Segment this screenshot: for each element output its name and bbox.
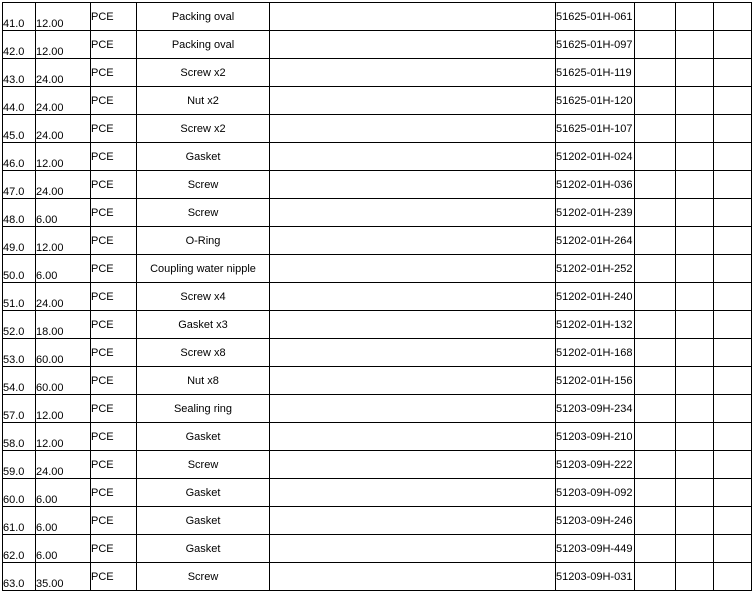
blank-cell xyxy=(270,31,556,59)
item-number: 63.0 xyxy=(3,563,36,591)
unit: PCE xyxy=(91,283,137,311)
part-number: 51203-09H-210 xyxy=(556,423,635,451)
part-number: 51203-09H-092 xyxy=(556,479,635,507)
part-number: 51202-01H-036 xyxy=(556,171,635,199)
item-number: 46.0 xyxy=(3,143,36,171)
description: Screw x4 xyxy=(137,283,270,311)
unit: PCE xyxy=(91,115,137,143)
blank-cell xyxy=(270,3,556,31)
unit: PCE xyxy=(91,535,137,563)
table-row xyxy=(3,199,752,227)
description: Screw xyxy=(137,451,270,479)
blank-cell xyxy=(635,451,676,479)
table-row xyxy=(3,87,752,115)
item-number: 41.0 xyxy=(3,3,36,31)
blank-cell xyxy=(270,507,556,535)
table-row xyxy=(3,535,752,563)
blank-cell xyxy=(635,563,676,591)
part-number: 51202-01H-156 xyxy=(556,367,635,395)
quantity: 12.00 xyxy=(36,395,91,423)
part-number: 51203-09H-222 xyxy=(556,451,635,479)
unit: PCE xyxy=(91,171,137,199)
blank-cell xyxy=(676,199,714,227)
item-number: 58.0 xyxy=(3,423,36,451)
blank-cell xyxy=(270,339,556,367)
item-number: 61.0 xyxy=(3,507,36,535)
description: Packing oval xyxy=(137,3,270,31)
quantity: 12.00 xyxy=(36,3,91,31)
unit: PCE xyxy=(91,199,137,227)
unit: PCE xyxy=(91,3,137,31)
blank-cell xyxy=(270,143,556,171)
description: Nut x8 xyxy=(137,367,270,395)
item-number: 47.0 xyxy=(3,171,36,199)
quantity: 60.00 xyxy=(36,367,91,395)
unit: PCE xyxy=(91,451,137,479)
blank-cell xyxy=(714,451,752,479)
description: Sealing ring xyxy=(137,395,270,423)
blank-cell xyxy=(635,311,676,339)
table-row xyxy=(3,339,752,367)
blank-cell xyxy=(714,507,752,535)
blank-cell xyxy=(714,255,752,283)
blank-cell xyxy=(676,311,714,339)
quantity: 24.00 xyxy=(36,171,91,199)
blank-cell xyxy=(714,3,752,31)
part-number: 51202-01H-132 xyxy=(556,311,635,339)
parts-list-body xyxy=(3,3,752,591)
quantity: 12.00 xyxy=(36,31,91,59)
description: Screw x2 xyxy=(137,59,270,87)
description: Gasket xyxy=(137,423,270,451)
quantity: 12.00 xyxy=(36,423,91,451)
part-number: 51202-01H-252 xyxy=(556,255,635,283)
quantity: 24.00 xyxy=(36,59,91,87)
blank-cell xyxy=(635,87,676,115)
blank-cell xyxy=(676,143,714,171)
description: O-Ring xyxy=(137,227,270,255)
blank-cell xyxy=(714,31,752,59)
unit: PCE xyxy=(91,143,137,171)
quantity: 6.00 xyxy=(36,199,91,227)
blank-cell xyxy=(714,563,752,591)
quantity: 12.00 xyxy=(36,143,91,171)
item-number: 43.0 xyxy=(3,59,36,87)
quantity: 18.00 xyxy=(36,311,91,339)
blank-cell xyxy=(270,563,556,591)
blank-cell xyxy=(270,255,556,283)
blank-cell xyxy=(635,255,676,283)
blank-cell xyxy=(676,227,714,255)
blank-cell xyxy=(270,423,556,451)
blank-cell xyxy=(714,115,752,143)
unit: PCE xyxy=(91,507,137,535)
description: Screw xyxy=(137,199,270,227)
unit: PCE xyxy=(91,87,137,115)
quantity: 35.00 xyxy=(36,563,91,591)
blank-cell xyxy=(270,535,556,563)
blank-cell xyxy=(676,339,714,367)
description: Nut x2 xyxy=(137,87,270,115)
item-number: 51.0 xyxy=(3,283,36,311)
item-number: 45.0 xyxy=(3,115,36,143)
blank-cell xyxy=(270,367,556,395)
quantity: 24.00 xyxy=(36,115,91,143)
blank-cell xyxy=(676,115,714,143)
blank-cell xyxy=(270,199,556,227)
unit: PCE xyxy=(91,367,137,395)
item-number: 50.0 xyxy=(3,255,36,283)
item-number: 42.0 xyxy=(3,31,36,59)
part-number: 51202-01H-239 xyxy=(556,199,635,227)
table-row xyxy=(3,311,752,339)
part-number: 51203-09H-234 xyxy=(556,395,635,423)
description: Screw x8 xyxy=(137,339,270,367)
unit: PCE xyxy=(91,255,137,283)
blank-cell xyxy=(270,59,556,87)
part-number: 51625-01H-107 xyxy=(556,115,635,143)
blank-cell xyxy=(676,563,714,591)
description: Gasket xyxy=(137,507,270,535)
blank-cell xyxy=(635,395,676,423)
blank-cell xyxy=(635,171,676,199)
blank-cell xyxy=(676,507,714,535)
blank-cell xyxy=(635,507,676,535)
part-number: 51203-09H-449 xyxy=(556,535,635,563)
quantity: 6.00 xyxy=(36,255,91,283)
part-number: 51625-01H-120 xyxy=(556,87,635,115)
unit: PCE xyxy=(91,563,137,591)
blank-cell xyxy=(714,395,752,423)
blank-cell xyxy=(676,367,714,395)
item-number: 44.0 xyxy=(3,87,36,115)
unit: PCE xyxy=(91,227,137,255)
table-row xyxy=(3,479,752,507)
blank-cell xyxy=(635,143,676,171)
blank-cell xyxy=(676,283,714,311)
blank-cell xyxy=(676,87,714,115)
part-number: 51202-01H-264 xyxy=(556,227,635,255)
part-number: 51625-01H-097 xyxy=(556,31,635,59)
blank-cell xyxy=(676,535,714,563)
blank-cell xyxy=(714,199,752,227)
blank-cell xyxy=(714,283,752,311)
unit: PCE xyxy=(91,423,137,451)
table-row xyxy=(3,507,752,535)
blank-cell xyxy=(270,171,556,199)
blank-cell xyxy=(676,255,714,283)
description: Gasket x3 xyxy=(137,311,270,339)
quantity: 6.00 xyxy=(36,479,91,507)
blank-cell xyxy=(635,283,676,311)
table-row xyxy=(3,31,752,59)
description: Screw x2 xyxy=(137,115,270,143)
part-number: 51202-01H-240 xyxy=(556,283,635,311)
table-row xyxy=(3,3,752,31)
unit: PCE xyxy=(91,339,137,367)
blank-cell xyxy=(635,423,676,451)
blank-cell xyxy=(635,535,676,563)
table-row xyxy=(3,143,752,171)
blank-cell xyxy=(714,479,752,507)
table-row xyxy=(3,451,752,479)
blank-cell xyxy=(635,115,676,143)
description: Screw xyxy=(137,563,270,591)
item-number: 52.0 xyxy=(3,311,36,339)
blank-cell xyxy=(676,395,714,423)
blank-cell xyxy=(676,171,714,199)
blank-cell xyxy=(676,31,714,59)
blank-cell xyxy=(635,339,676,367)
item-number: 54.0 xyxy=(3,367,36,395)
unit: PCE xyxy=(91,31,137,59)
parts-list-table xyxy=(2,2,752,591)
quantity: 60.00 xyxy=(36,339,91,367)
item-number: 48.0 xyxy=(3,199,36,227)
table-row xyxy=(3,563,752,591)
part-number: 51202-01H-168 xyxy=(556,339,635,367)
table-row xyxy=(3,59,752,87)
blank-cell xyxy=(635,59,676,87)
part-number: 51625-01H-061 xyxy=(556,3,635,31)
quantity: 24.00 xyxy=(36,87,91,115)
blank-cell xyxy=(635,367,676,395)
blank-cell xyxy=(270,87,556,115)
blank-cell xyxy=(635,199,676,227)
blank-cell xyxy=(635,227,676,255)
description: Coupling water nipple xyxy=(137,255,270,283)
blank-cell xyxy=(676,423,714,451)
item-number: 49.0 xyxy=(3,227,36,255)
item-number: 57.0 xyxy=(3,395,36,423)
blank-cell xyxy=(714,59,752,87)
blank-cell xyxy=(714,367,752,395)
blank-cell xyxy=(714,535,752,563)
item-number: 60.0 xyxy=(3,479,36,507)
table-row xyxy=(3,367,752,395)
blank-cell xyxy=(676,59,714,87)
blank-cell xyxy=(635,479,676,507)
table-row xyxy=(3,283,752,311)
description: Gasket xyxy=(137,143,270,171)
blank-cell xyxy=(714,143,752,171)
blank-cell xyxy=(270,283,556,311)
blank-cell xyxy=(270,395,556,423)
table-row xyxy=(3,255,752,283)
table-row xyxy=(3,227,752,255)
blank-cell xyxy=(714,339,752,367)
blank-cell xyxy=(714,423,752,451)
part-number: 51203-09H-246 xyxy=(556,507,635,535)
blank-cell xyxy=(635,31,676,59)
blank-cell xyxy=(714,227,752,255)
blank-cell xyxy=(270,311,556,339)
item-number: 53.0 xyxy=(3,339,36,367)
description: Gasket xyxy=(137,535,270,563)
blank-cell xyxy=(270,227,556,255)
blank-cell xyxy=(270,479,556,507)
unit: PCE xyxy=(91,479,137,507)
unit: PCE xyxy=(91,395,137,423)
table-row xyxy=(3,171,752,199)
blank-cell xyxy=(676,479,714,507)
unit: PCE xyxy=(91,59,137,87)
quantity: 24.00 xyxy=(36,451,91,479)
blank-cell xyxy=(676,3,714,31)
blank-cell xyxy=(714,171,752,199)
quantity: 6.00 xyxy=(36,507,91,535)
quantity: 12.00 xyxy=(36,227,91,255)
blank-cell xyxy=(676,451,714,479)
blank-cell xyxy=(714,311,752,339)
item-number: 59.0 xyxy=(3,451,36,479)
blank-cell xyxy=(270,115,556,143)
part-number: 51203-09H-031 xyxy=(556,563,635,591)
blank-cell xyxy=(714,87,752,115)
blank-cell xyxy=(270,451,556,479)
part-number: 51625-01H-119 xyxy=(556,59,635,87)
description: Screw xyxy=(137,171,270,199)
quantity: 24.00 xyxy=(36,283,91,311)
unit: PCE xyxy=(91,311,137,339)
quantity: 6.00 xyxy=(36,535,91,563)
table-row xyxy=(3,395,752,423)
item-number: 62.0 xyxy=(3,535,36,563)
description: Gasket xyxy=(137,479,270,507)
table-row xyxy=(3,423,752,451)
description: Packing oval xyxy=(137,31,270,59)
part-number: 51202-01H-024 xyxy=(556,143,635,171)
blank-cell xyxy=(635,3,676,31)
table-row xyxy=(3,115,752,143)
